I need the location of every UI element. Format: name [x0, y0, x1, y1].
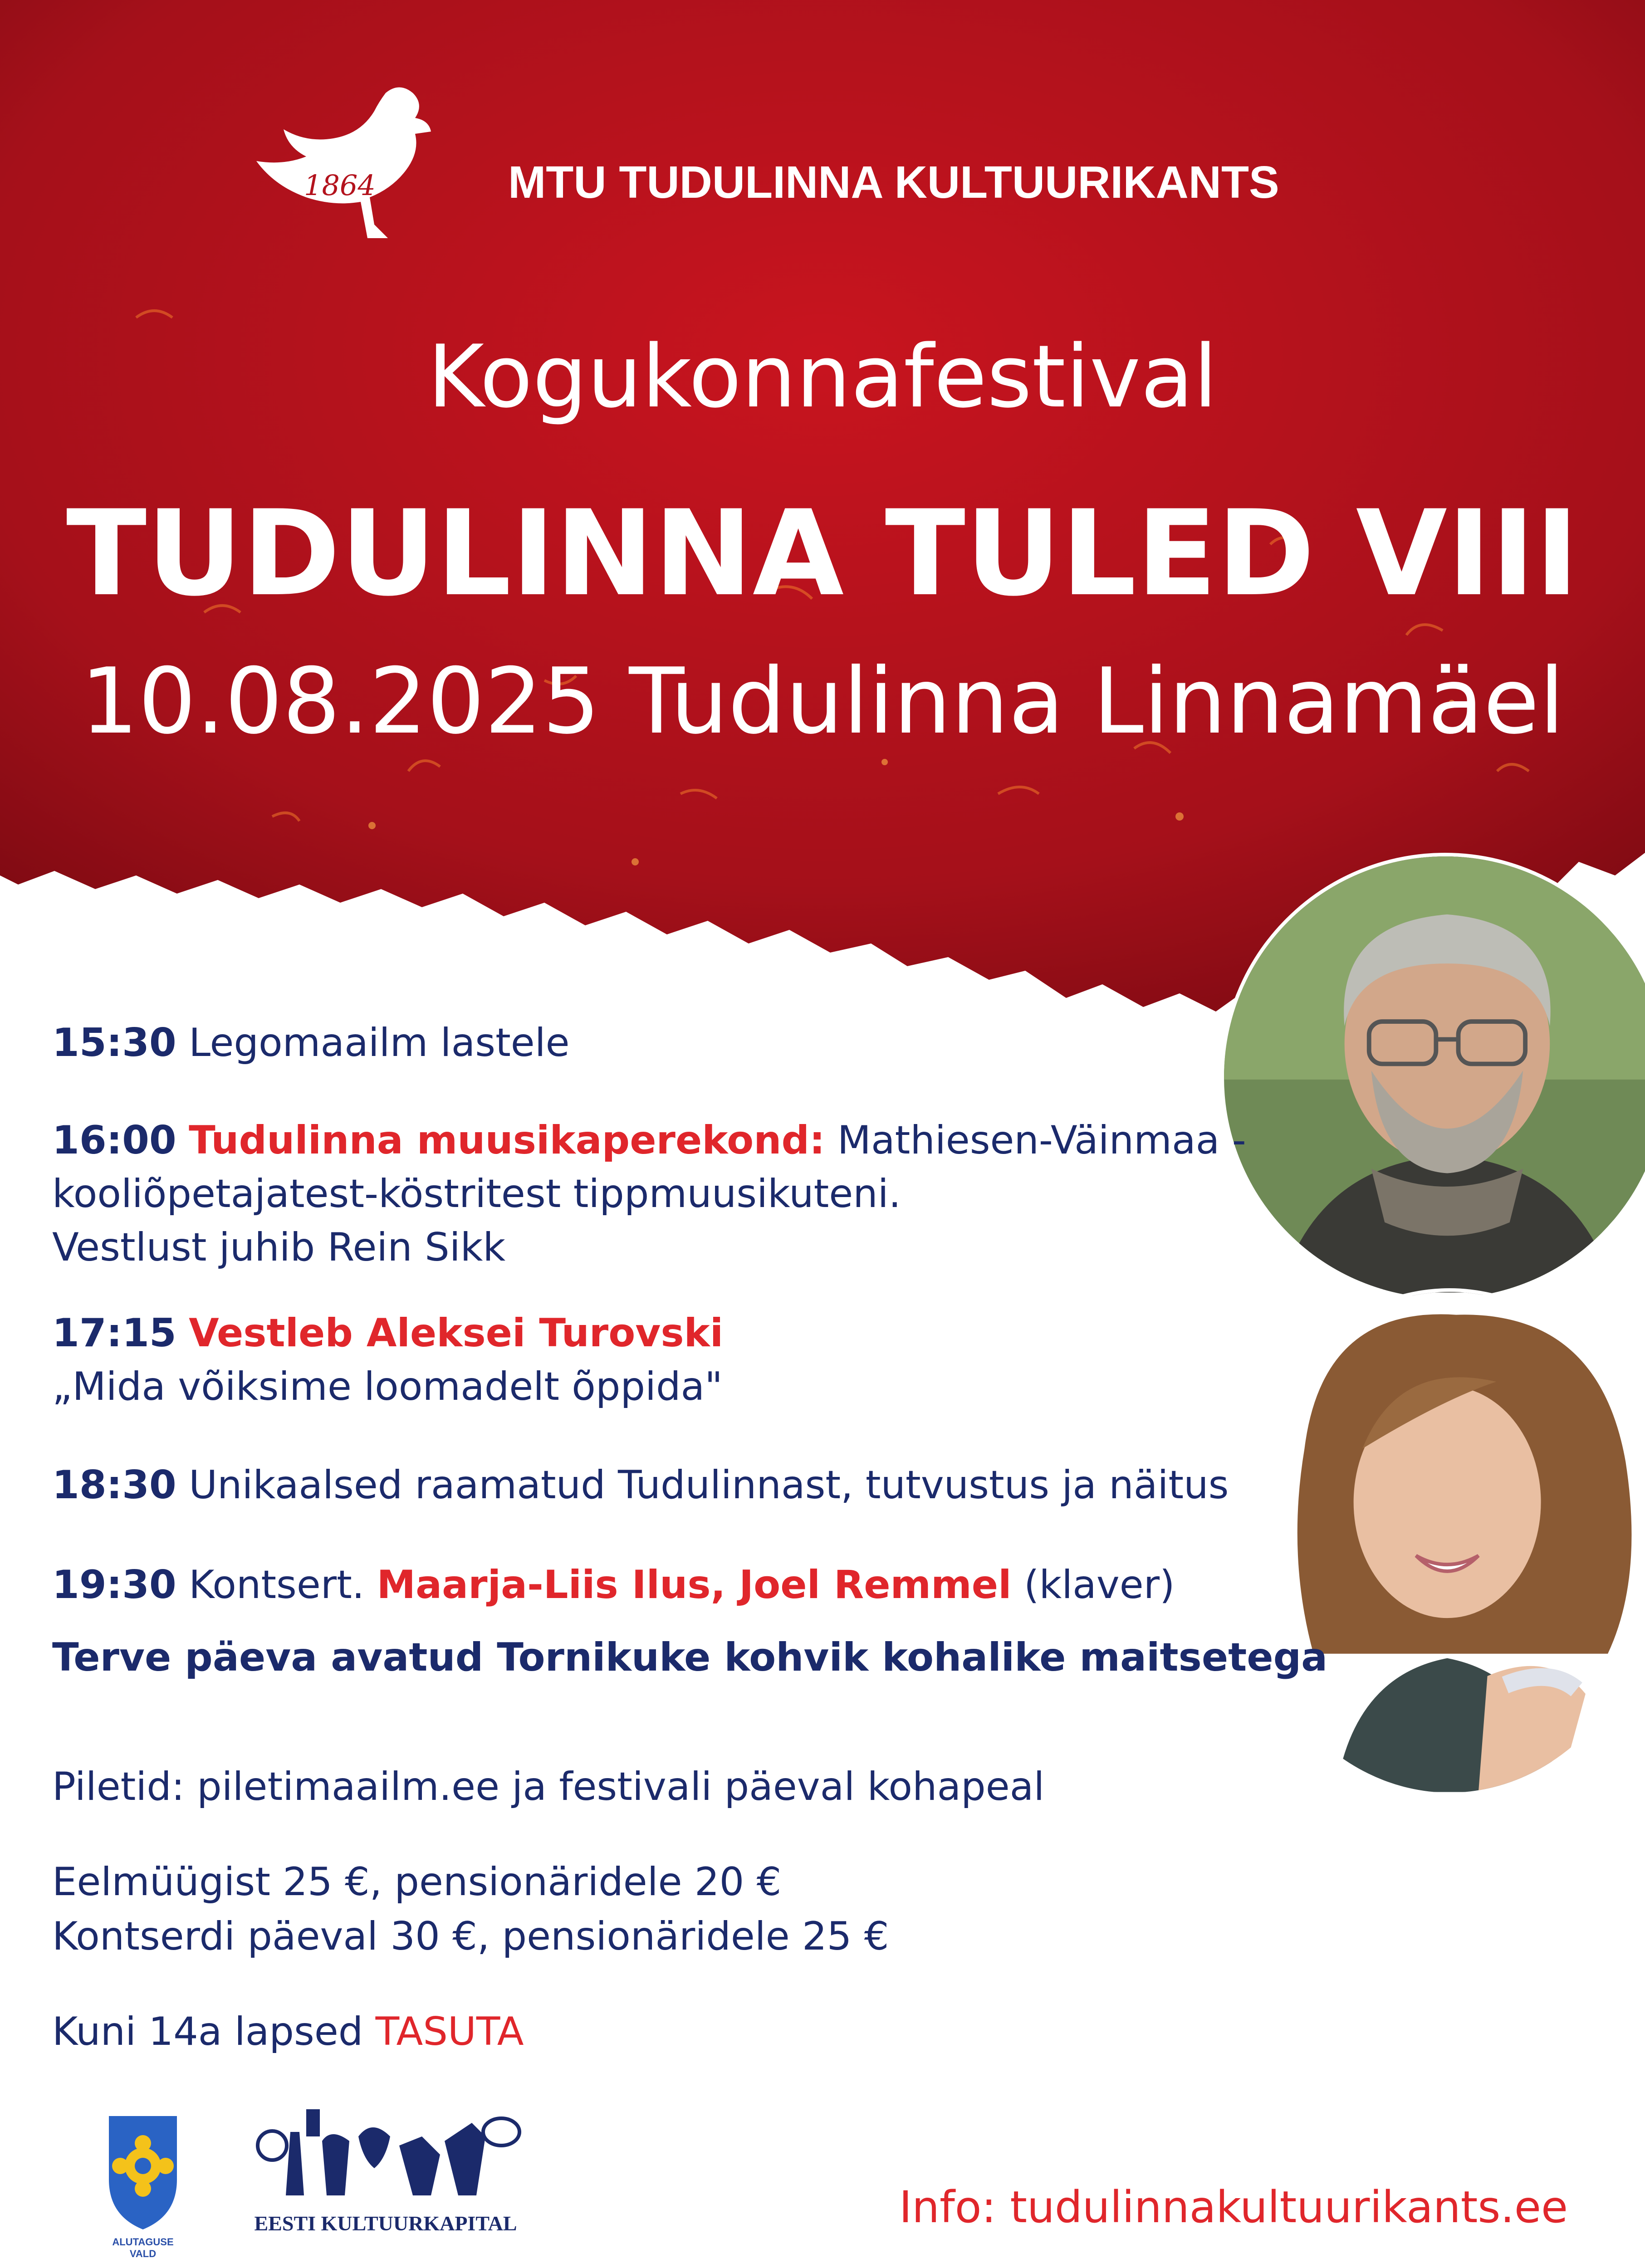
- municipality-label: ALUTAGUSE VALD: [112, 2236, 174, 2259]
- program-item-1930: [52, 1558, 1175, 1612]
- rooster-logo: [236, 84, 445, 274]
- info-website: Info: tudulinnakultuurikants.ee: [899, 2182, 1568, 2233]
- kultuurkapital-label: EESTI KULTUURKAPITAL: [254, 2212, 517, 2235]
- event-time: 15:30: [52, 1020, 176, 1066]
- program-item-1600: [52, 1114, 1246, 1274]
- event-text-line2: „Mida võiksime loomadelt õppida": [52, 1364, 723, 1409]
- program-item-1830: [52, 1458, 1229, 1512]
- photo-maarja-liis-ilus: [1234, 1288, 1645, 1796]
- event-text-line2: kooliõpetajatest-köstritest tippmuusikuteni.: [52, 1171, 901, 1217]
- organization-name: MTU TUDULINNA KULTUURIKANTS: [508, 157, 1279, 208]
- kids-free: TASUTA: [375, 2009, 524, 2054]
- event-text: Unikaalsed raamatud Tudulinnast, tutvustus ja näitus: [189, 1462, 1229, 1508]
- event-text: Mathiesen-Väinmaa -: [837, 1118, 1246, 1163]
- event-suffix: (klaver): [1023, 1562, 1175, 1608]
- event-text: Legomaailm lastele: [189, 1020, 570, 1066]
- logo-year: 1864: [304, 169, 376, 202]
- festival-title: TUDULINNA TULED VIII: [66, 485, 1579, 622]
- event-prefix: Kontsert.: [189, 1562, 365, 1608]
- cafe-note: Terve päeva avatud Tornikuke kohvik kohalike maitsetega: [52, 1635, 1328, 1680]
- event-highlight: Vestleb Aleksei Turovski: [189, 1310, 724, 1356]
- ticket-info: Piletid: piletimaailm.ee ja festivali päeval kohapeal: [52, 1764, 1045, 1809]
- date-location: 10.08.2025 Tudulinna Linnamäel: [80, 649, 1565, 754]
- event-text-line3: Vestlust juhib Rein Sikk: [52, 1225, 506, 1270]
- event-time: 19:30: [52, 1562, 176, 1608]
- kids-free-note: [52, 2005, 524, 2058]
- presale-price: Eelmüügist 25 €, pensionäridele 20 €: [52, 1859, 782, 1905]
- program-item-1530: [52, 1016, 570, 1070]
- dayof-price: Kontserdi päeval 30 €, pensionäridele 25 €: [52, 1914, 889, 1959]
- photo-aleksei-turovski: [1220, 853, 1645, 1302]
- program-item-1715: [52, 1306, 723, 1413]
- event-time: 16:00: [52, 1118, 176, 1163]
- kids-prefix: Kuni 14a lapsed: [52, 2009, 363, 2054]
- event-time: 18:30: [52, 1462, 176, 1508]
- event-highlight: Tudulinna muusikaperekond:: [189, 1118, 825, 1163]
- festival-subtitle: Kogukonnafestival: [427, 327, 1218, 427]
- kultuurkapital-logo-icon: [250, 2105, 522, 2200]
- event-time: 17:15: [52, 1310, 176, 1356]
- alutaguse-vald-coat-of-arms-icon: [104, 2112, 181, 2239]
- event-highlight: Maarja-Liis Ilus, Joel Remmel: [377, 1562, 1012, 1608]
